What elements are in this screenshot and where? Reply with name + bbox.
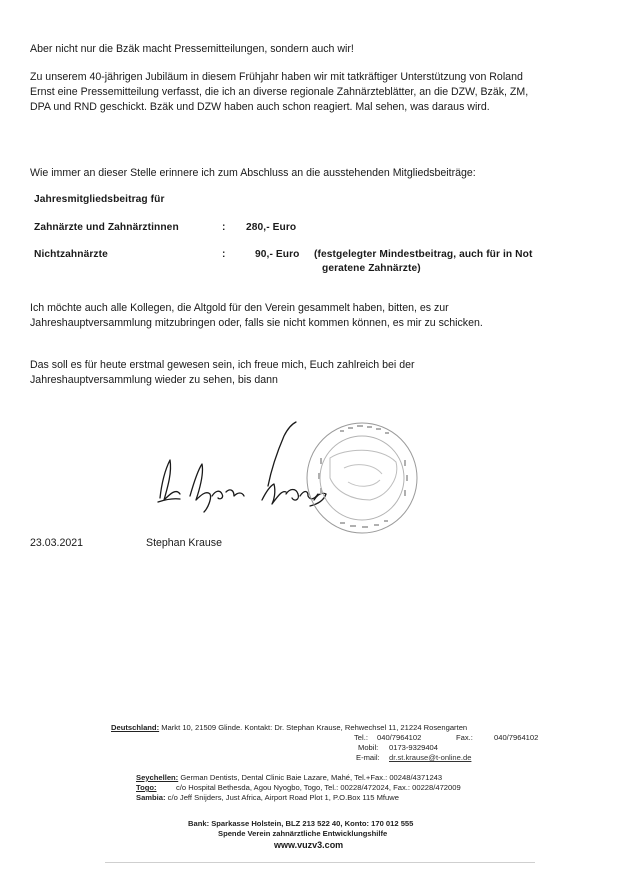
fee-amount-dentists: 280,- Euro xyxy=(246,222,297,233)
paragraph-line: Jahreshauptversammlung wieder zu sehen, bis dann xyxy=(30,374,278,386)
fee-colon: : xyxy=(222,249,226,260)
footer-website-link[interactable]: www.vuzv3.com xyxy=(274,840,344,850)
paragraph-line: Zu unserem 40-jährigen Jubiläum in diesem Frühjahr haben wir mit tatkräftiger Unterstützung von Roland xyxy=(30,71,523,83)
footer-germany-address: Markt 10, 21509 Glinde. Kontakt: Dr. Stephan Krause, Rehwechsel 11, 21224 Rosengarten xyxy=(161,723,468,732)
footer-seychelles-address: German Dentists, Dental Clinic Baie Lazare, Mahé, Tel.+Fax.: 00248/4371243 xyxy=(180,773,443,782)
footer-mobile-value: 0173-9329404 xyxy=(389,743,438,752)
footer-tel-label: Tel.: xyxy=(354,733,368,742)
paragraph-line: Jahreshauptversammlung mitzubringen oder, falls sie nicht kommen können, es mir zu schicken. xyxy=(30,317,483,329)
footer-mobile-label: Mobil: xyxy=(358,743,379,752)
footer-fax-label: Fax.: xyxy=(456,733,473,742)
footer-email-link[interactable]: dr.st.krause@t-online.de xyxy=(389,753,472,762)
fees-heading: Jahresmitgliedsbeitrag für xyxy=(34,194,165,205)
paragraph-line: Ernst eine Pressemitteilung verfasst, die ich an diverse regionale Zahnärzteblätter, an die DZW, Bzäk, ZM, xyxy=(30,86,529,98)
footer-country-label: Seychellen: xyxy=(136,773,179,782)
footer-divider xyxy=(105,862,535,863)
footer-bank: Bank: Sparkasse Holstein, BLZ 213 522 40, Konto: 170 012 555 xyxy=(188,819,414,828)
paragraph-line: Ich möchte auch alle Kollegen, die Altgold für den Verein gesammelt haben, bitten, es zur xyxy=(30,302,449,314)
footer-email-label: E-mail: xyxy=(356,753,380,762)
footer-tel-value: 040/7964102 xyxy=(377,733,422,742)
fee-amount-non-dentists: 90,- Euro xyxy=(255,249,300,260)
footer-seychelles xyxy=(136,773,442,782)
intro-sentence: Aber nicht nur die Bzäk macht Pressemitteilungen, sondern auch wir! xyxy=(30,43,354,55)
fee-label-dentists: Zahnärzte und Zahnärztinnen xyxy=(34,222,179,233)
footer-country-label: Togo: xyxy=(136,783,157,792)
membership-reminder: Wie immer an dieser Stelle erinnere ich zum Abschluss an die ausstehenden Mitgliedsbeiträge: xyxy=(30,167,476,179)
fee-note: (festgelegter Mindestbeitrag, auch für in Not xyxy=(314,249,533,260)
footer-togo xyxy=(136,783,157,792)
paragraph-line: Das soll es für heute erstmal gewesen sein, ich freue mich, Euch zahlreich bei der xyxy=(30,359,415,371)
footer-donation: Spende Verein zahnärztliche Entwicklungshilfe xyxy=(218,829,388,838)
footer-fax-value: 040/7964102 xyxy=(494,733,539,742)
footer-zambia-address: c/o Jeff Snijders, Just Africa, Airport Road Plot 1, P.O.Box 115 Mfuwe xyxy=(167,793,399,802)
letter-date: 23.03.2021 xyxy=(30,537,84,549)
footer-zambia xyxy=(136,793,399,802)
club-stamp xyxy=(300,418,425,536)
footer-country-label: Deutschland: xyxy=(111,723,160,732)
signer-name: Stephan Krause xyxy=(146,537,222,549)
footer-country-label: Sambia: xyxy=(136,793,166,802)
fee-label-non-dentists: Nichtzahnärzte xyxy=(34,249,108,260)
footer-germany xyxy=(111,723,467,732)
fee-colon: : xyxy=(222,222,226,233)
paragraph-line: DPA und RND geschickt. Bzäk und DZW haben auch schon reagiert. Mal sehen, was daraus wird. xyxy=(30,101,490,113)
fee-note: geratene Zahnärzte) xyxy=(322,263,421,274)
footer-togo-address: c/o Hospital Bethesda, Agou Nyogbo, Togo, Tel.: 00228/472024, Fax.: 00228/472009 xyxy=(176,783,461,792)
